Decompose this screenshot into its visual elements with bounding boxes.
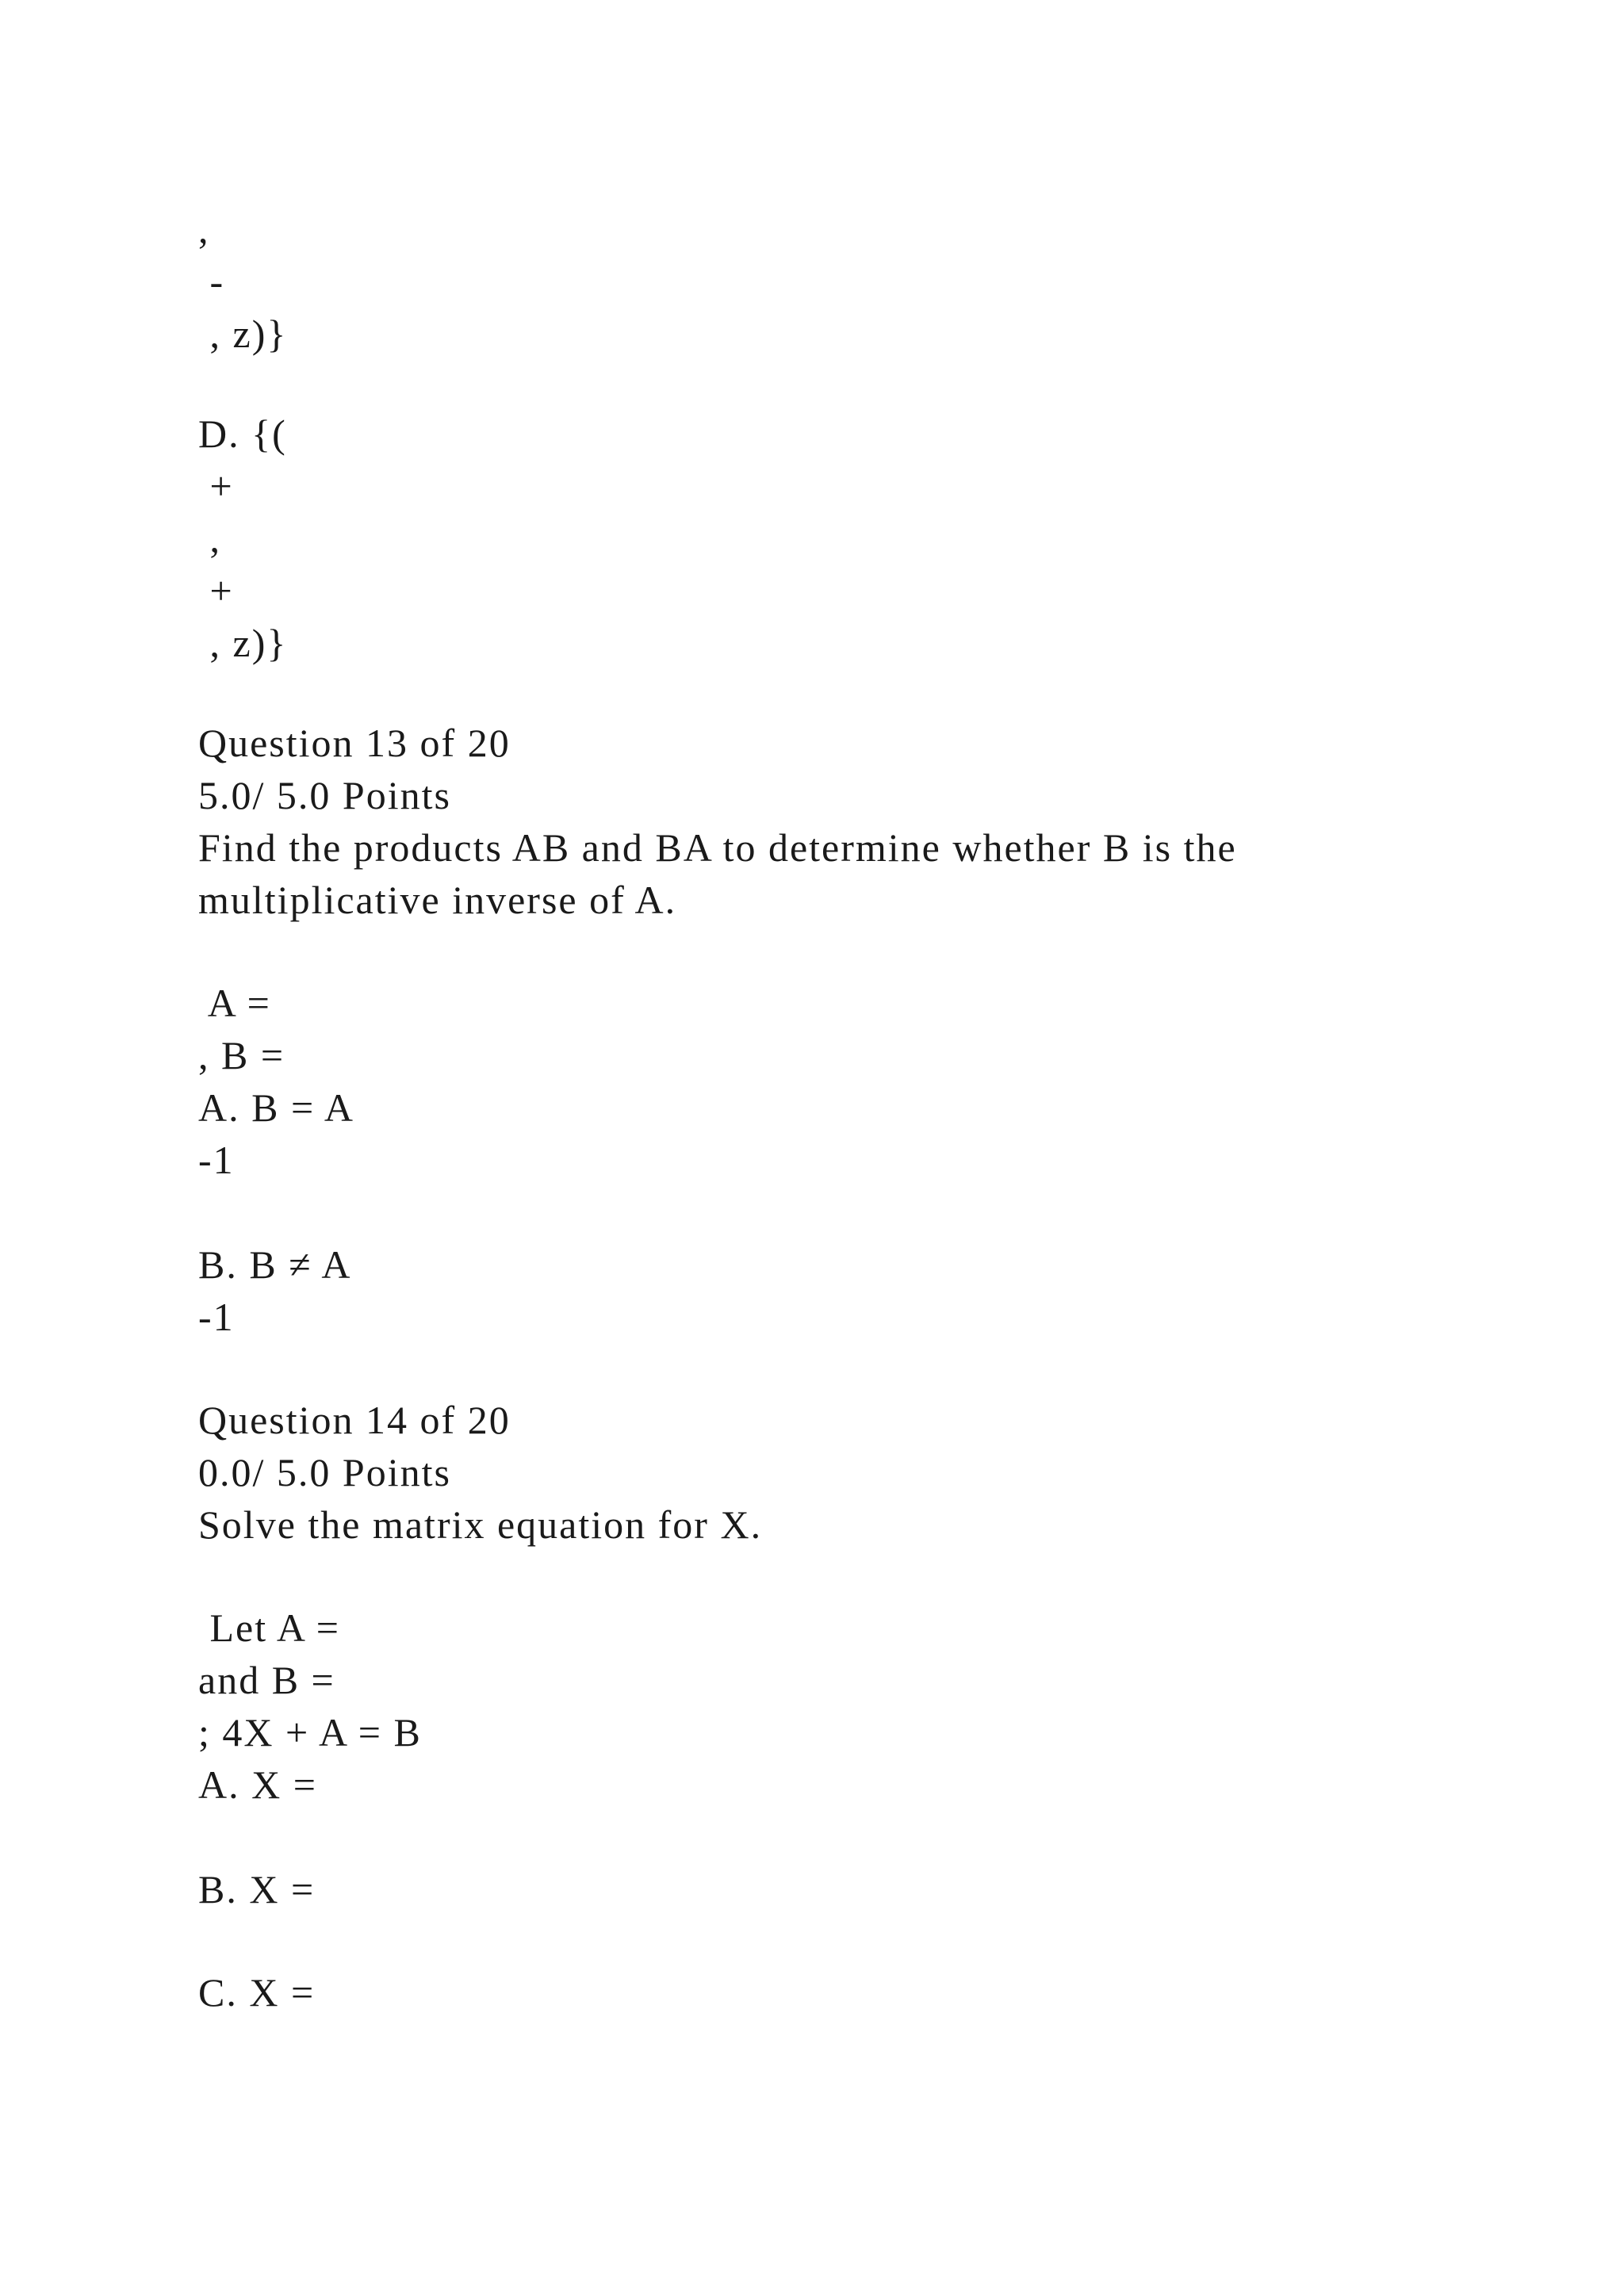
- text-line: -: [198, 259, 225, 304]
- text-line: , B =: [198, 1033, 285, 1077]
- option-d-label: D. {(: [198, 411, 287, 456]
- text-line: ,: [198, 516, 221, 561]
- text-line: ,: [198, 207, 210, 251]
- question-14-points: 0.0/ 5.0 Points: [198, 1450, 451, 1494]
- answer-option-a: A. B = A: [198, 1085, 355, 1130]
- answer-option-b: B. X =: [198, 1867, 316, 1911]
- question-13-points: 5.0/ 5.0 Points: [198, 773, 451, 817]
- text-line: , z)}: [198, 621, 288, 665]
- question-13-prompt: multiplicative inverse of A.: [198, 878, 677, 922]
- text-line: -1: [198, 1295, 235, 1339]
- answer-option-b: B. B ≠ A: [198, 1242, 352, 1287]
- question-14-prompt: Solve the matrix equation for X.: [198, 1502, 763, 1547]
- question-13-heading: Question 13 of 20: [198, 721, 511, 765]
- text-line: , z)}: [198, 312, 288, 356]
- answer-option-c: C. X =: [198, 1970, 316, 2015]
- text-line: Let A =: [198, 1605, 340, 1650]
- text-line: A =: [198, 981, 271, 1025]
- text-line: -1: [198, 1138, 235, 1182]
- question-14-heading: Question 14 of 20: [198, 1398, 511, 1442]
- text-line: ; 4X + A = B: [198, 1710, 422, 1755]
- question-13-prompt: Find the products AB and BA to determine whether B is the: [198, 825, 1237, 870]
- answer-option-a: A. X =: [198, 1762, 317, 1807]
- text-line: +: [198, 464, 234, 508]
- text-line: +: [198, 568, 234, 613]
- text-line: and B =: [198, 1658, 335, 1702]
